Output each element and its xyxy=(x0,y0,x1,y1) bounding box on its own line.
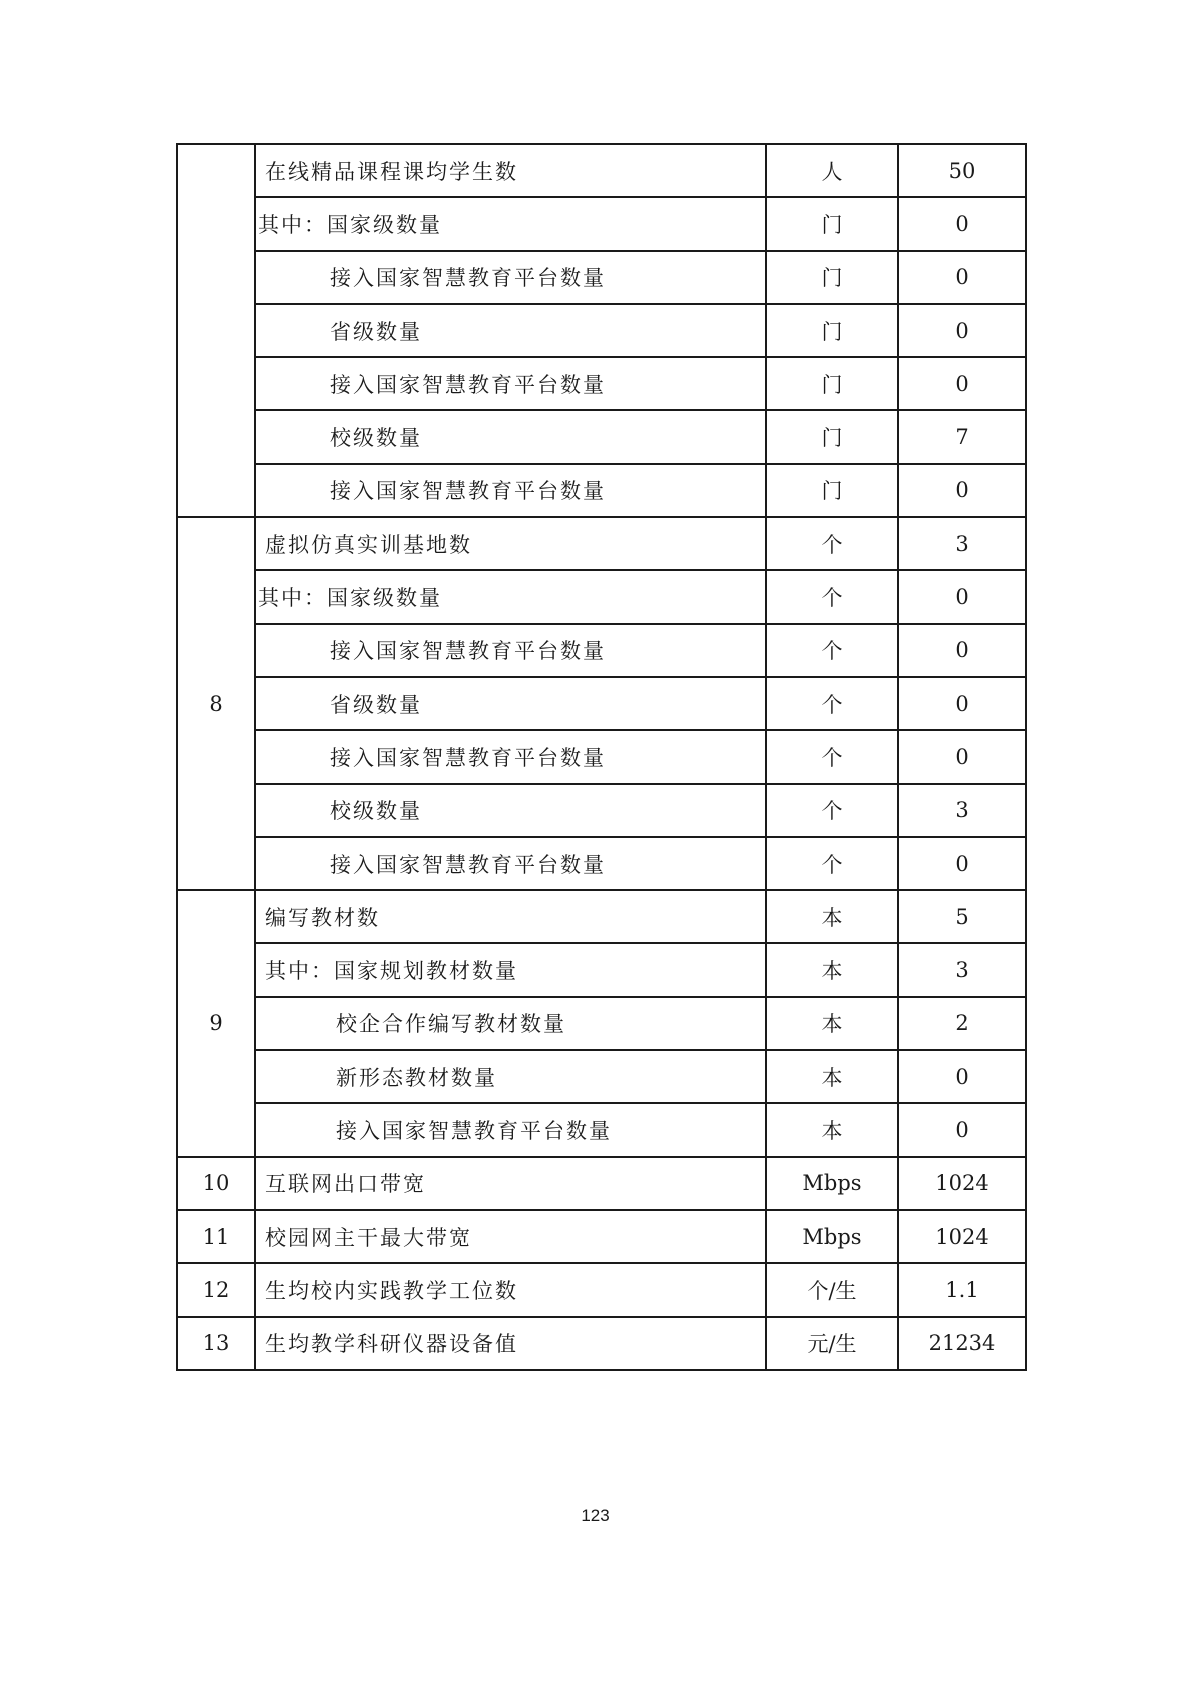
table-row xyxy=(177,837,1026,890)
item-value: 0 xyxy=(898,837,1026,890)
table-row xyxy=(177,1103,1026,1156)
table-row xyxy=(177,890,1026,943)
item-unit: 个/生 xyxy=(766,1263,898,1316)
item-name: 其中：国家级数量 xyxy=(255,197,766,250)
item-name: 校级数量 xyxy=(255,410,766,463)
item-value: 21234 xyxy=(898,1317,1026,1370)
table-row xyxy=(177,624,1026,677)
table-row xyxy=(177,1317,1026,1370)
item-name: 接入国家智慧教育平台数量 xyxy=(255,730,766,783)
row-index: 11 xyxy=(177,1210,255,1263)
item-name: 互联网出口带宽 xyxy=(255,1157,766,1210)
item-unit: Mbps xyxy=(766,1210,898,1263)
item-name: 省级数量 xyxy=(255,677,766,730)
item-value: 0 xyxy=(898,570,1026,623)
item-value: 0 xyxy=(898,464,1026,517)
item-unit: 个 xyxy=(766,730,898,783)
item-value: 5 xyxy=(898,890,1026,943)
item-unit: 门 xyxy=(766,410,898,463)
row-index: 10 xyxy=(177,1157,255,1210)
item-value: 3 xyxy=(898,784,1026,837)
item-name: 接入国家智慧教育平台数量 xyxy=(255,251,766,304)
item-name: 接入国家智慧教育平台数量 xyxy=(255,464,766,517)
item-unit: 个 xyxy=(766,677,898,730)
item-value: 0 xyxy=(898,1050,1026,1103)
table-row xyxy=(177,677,1026,730)
table-row xyxy=(177,943,1026,996)
row-index: 13 xyxy=(177,1317,255,1370)
item-value: 0 xyxy=(898,197,1026,250)
item-unit: 个 xyxy=(766,517,898,570)
item-unit: 本 xyxy=(766,1103,898,1156)
table-row xyxy=(177,730,1026,783)
table-row xyxy=(177,144,1026,197)
table-row xyxy=(177,1050,1026,1103)
item-unit: Mbps xyxy=(766,1157,898,1210)
item-value: 0 xyxy=(898,304,1026,357)
item-unit: 个 xyxy=(766,837,898,890)
item-unit: 本 xyxy=(766,890,898,943)
page-number: 123 xyxy=(581,1506,610,1525)
item-unit: 本 xyxy=(766,943,898,996)
item-name: 在线精品课程课均学生数 xyxy=(255,144,766,197)
item-name: 接入国家智慧教育平台数量 xyxy=(255,357,766,410)
item-name: 其中：国家级数量 xyxy=(255,570,766,623)
table-row xyxy=(177,570,1026,623)
item-name: 校园网主干最大带宽 xyxy=(255,1210,766,1263)
item-value: 0 xyxy=(898,730,1026,783)
row-index: 12 xyxy=(177,1263,255,1316)
item-unit: 本 xyxy=(766,1050,898,1103)
item-name: 校级数量 xyxy=(255,784,766,837)
table-row xyxy=(177,197,1026,250)
item-value: 7 xyxy=(898,410,1026,463)
table-row xyxy=(177,251,1026,304)
item-name: 省级数量 xyxy=(255,304,766,357)
item-unit: 个 xyxy=(766,624,898,677)
item-value: 0 xyxy=(898,251,1026,304)
item-name: 接入国家智慧教育平台数量 xyxy=(255,1103,766,1156)
item-name: 新形态教材数量 xyxy=(255,1050,766,1103)
table-row xyxy=(177,357,1026,410)
table-row xyxy=(177,517,1026,570)
item-name: 生均教学科研仪器设备值 xyxy=(255,1317,766,1370)
table-row xyxy=(177,304,1026,357)
item-name: 接入国家智慧教育平台数量 xyxy=(255,837,766,890)
item-name: 编写教材数 xyxy=(255,890,766,943)
item-value: 2 xyxy=(898,997,1026,1050)
table-row xyxy=(177,1210,1026,1263)
item-unit: 人 xyxy=(766,144,898,197)
table-row xyxy=(177,464,1026,517)
item-value: 1.1 xyxy=(898,1263,1026,1316)
table-row xyxy=(177,997,1026,1050)
item-value: 0 xyxy=(898,624,1026,677)
item-name: 生均校内实践教学工位数 xyxy=(255,1263,766,1316)
item-unit: 门 xyxy=(766,357,898,410)
item-value: 1024 xyxy=(898,1210,1026,1263)
item-value: 0 xyxy=(898,677,1026,730)
item-name: 虚拟仿真实训基地数 xyxy=(255,517,766,570)
item-unit: 门 xyxy=(766,304,898,357)
item-value: 1024 xyxy=(898,1157,1026,1210)
item-name: 接入国家智慧教育平台数量 xyxy=(255,624,766,677)
item-unit: 元/生 xyxy=(766,1317,898,1370)
item-unit: 门 xyxy=(766,197,898,250)
statistics-table xyxy=(176,143,1027,1371)
item-unit: 门 xyxy=(766,251,898,304)
item-value: 50 xyxy=(898,144,1026,197)
table-row xyxy=(177,784,1026,837)
item-unit: 本 xyxy=(766,997,898,1050)
table-row xyxy=(177,1263,1026,1316)
table-row xyxy=(177,410,1026,463)
item-unit: 个 xyxy=(766,570,898,623)
item-value: 0 xyxy=(898,1103,1026,1156)
item-unit: 门 xyxy=(766,464,898,517)
item-unit: 个 xyxy=(766,784,898,837)
item-value: 3 xyxy=(898,517,1026,570)
row-index xyxy=(177,144,255,517)
item-value: 3 xyxy=(898,943,1026,996)
row-index: 9 xyxy=(177,890,255,1156)
item-value: 0 xyxy=(898,357,1026,410)
item-name: 校企合作编写教材数量 xyxy=(255,997,766,1050)
table-row xyxy=(177,1157,1026,1210)
item-name: 其中：国家规划教材数量 xyxy=(255,943,766,996)
row-index: 8 xyxy=(177,517,255,890)
